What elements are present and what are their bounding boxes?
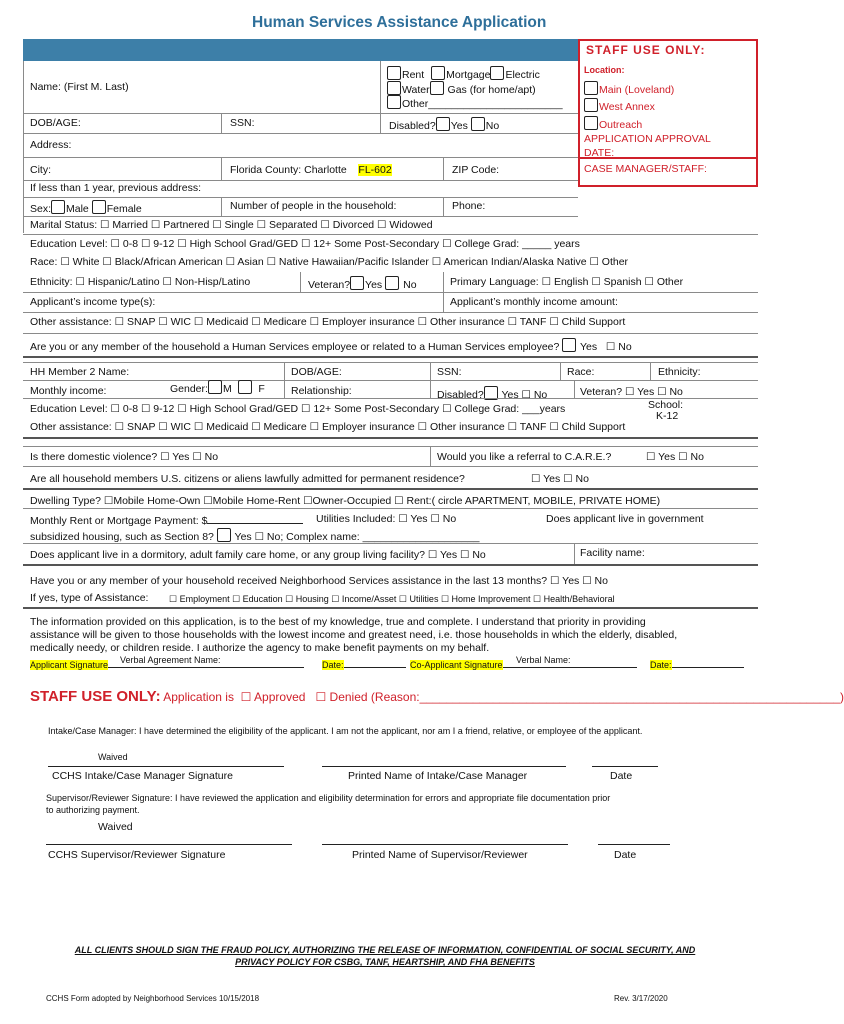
water-checkbox[interactable] [387, 81, 401, 95]
page-title: Human Services Assistance Application [252, 14, 547, 31]
staff-use-section: STAFF USE ONLY: Application is ☐ Approved ☐ Denied (Reason:_______________________________________________________________) [30, 688, 844, 705]
employee-question: Are you or any member of the household a Human Services employee or related to a Human Services employee? Yes ☐ No [30, 338, 632, 353]
ssn-label: SSN: [230, 117, 255, 129]
female-checkbox[interactable] [92, 200, 106, 214]
address-label: Address: [30, 139, 72, 151]
marital-status-row[interactable]: Marital Status: ☐ Married ☐ Partnered ☐ Single ☐ Separated ☐ Divorced ☐ Widowed [30, 219, 433, 231]
approved-option[interactable]: ☐ Approved [240, 690, 306, 704]
intake-statement: Intake/Case Manager: I have determined the eligibility of the applicant. I am not the applicant, nor am I a friend, relative, or employee of the applicant. [48, 726, 643, 736]
other-assistance-row[interactable]: Other assistance: ☐ SNAP ☐ WIC ☐ Medicaid ☐ Medicare ☐ Employer insurance ☐ Other insurance ☐ TANF ☐ Child Support [30, 316, 626, 328]
rent-checkbox[interactable] [387, 66, 401, 80]
hh-school-label: School: [648, 399, 684, 411]
approval-date-label: APPLICATION APPROVAL DATE: [584, 133, 711, 159]
case-manager-label: CASE MANAGER/STAFF: [584, 163, 707, 175]
hh-other-assistance-row[interactable]: Other assistance: ☐ SNAP ☐ WIC ☐ Medicaid ☐ Medicare ☐ Employer insurance ☐ Other insurance ☐ TANF ☐ Child Support [30, 421, 626, 433]
citizens-question: Are all household members U.S. citizens or aliens lawfully admitted for permanent residence? [30, 473, 465, 485]
dormitory-question[interactable]: Does applicant live in a dormitory, adult family care home, or any group living facility? ☐ Yes ☐ No [30, 549, 486, 561]
zip-label: ZIP Code: [452, 164, 500, 176]
hh-race-label: Race: [567, 366, 595, 378]
applicant-signature-row [30, 659, 304, 670]
care-referral-options[interactable]: ☐ Yes ☐ No [646, 451, 704, 463]
rent-payment-input[interactable] [207, 513, 303, 524]
gov-housing-label: Does applicant live in government [546, 513, 704, 525]
hh-k12-label: K-12 [656, 410, 679, 422]
name-label: Name: (First M. Last) [30, 81, 129, 93]
household-count-label: Number of people in the household: [230, 200, 397, 212]
facility-name-label: Facility name: [580, 547, 645, 559]
supervisor-statement-1: Supervisor/Reviewer Signature: I have reviewed the application and eligibility determination for errors and appropriate file documentation prior [46, 793, 611, 803]
citizens-options[interactable]: ☐ Yes ☐ No [531, 473, 589, 485]
location-west-checkbox[interactable] [584, 98, 598, 112]
hh-ssn-label: SSN: [437, 366, 462, 378]
dob-label: DOB/AGE: [30, 117, 81, 129]
fl-code: FL-602 [358, 164, 392, 176]
veteran-yes-checkbox[interactable] [350, 276, 364, 290]
phone-label: Phone: [452, 200, 486, 212]
certification-line-1: The information provided on this application, is to the best of my knowledge, true and complete. I understand that priority in providing [30, 616, 646, 628]
denied-option[interactable]: ☐ Denied (Reason:_______________________________________________________________) [315, 690, 844, 704]
hh-male-checkbox[interactable] [208, 380, 222, 394]
city-label: City: [30, 164, 51, 176]
disabled-field: Disabled? Yes No [389, 117, 499, 132]
form-adopted-note: CCHS Form adopted by Neighborhood Services 10/15/2018 [46, 994, 260, 1003]
supervisor-date-label: Date [614, 849, 637, 861]
utilities-row[interactable]: Utilities Included: ☐ Yes ☐ No [316, 513, 457, 525]
fraud-policy-notice-2: PRIVACY POLICY FOR CSBG, TANF, HEARTSHIP, AND FHA BENEFITS [235, 957, 535, 967]
staff-use-heading: STAFF USE ONLY: [30, 688, 161, 705]
staff-heading: STAFF USE ONLY: [586, 43, 706, 57]
applicant-signature-line[interactable] [108, 659, 304, 668]
hh-disabled-field: Disabled? Yes ☐ No [437, 386, 547, 401]
previous-address-label: If less than 1 year, previous address: [30, 182, 202, 194]
intake-waived: Waived [98, 752, 128, 762]
applicant-signature-label: Applicant Signature [30, 660, 109, 670]
employee-yes-checkbox[interactable] [562, 338, 576, 352]
verbal-name-label: Verbal Name: [516, 655, 571, 665]
supervisor-printed-name-label: Printed Name of Supervisor/Reviewer [352, 849, 528, 861]
neighborhood-services-question[interactable]: Have you or any member of your household received Neighborhood Services assistance in the last 13 months? ☐ Yes ☐ No [30, 575, 608, 587]
intake-date-label: Date [610, 770, 633, 782]
header-band [23, 39, 578, 61]
verbal-agreement-label: Verbal Agreement Name: [120, 655, 221, 665]
hh-name-label: HH Member 2 Name: [30, 366, 130, 378]
gas-checkbox[interactable] [430, 81, 444, 95]
subsidized-row: subsidized housing, such as Section 8? Yes ☐ No; Complex name: ____________________ [30, 528, 479, 543]
subsidized-yes-checkbox[interactable] [217, 528, 231, 542]
staff-location-label: Location: [584, 65, 625, 75]
hh-female-checkbox[interactable] [238, 380, 252, 394]
domestic-violence-row[interactable]: Is there domestic violence? ☐ Yes ☐ No [30, 451, 219, 463]
male-checkbox[interactable] [51, 200, 65, 214]
intake-signature-label: CCHS Intake/Case Manager Signature [52, 770, 233, 782]
location-outreach-checkbox[interactable] [584, 116, 598, 130]
location-outreach: Outreach [584, 116, 642, 131]
revision-note: Rev. 3/17/2020 [614, 994, 668, 1003]
bills-row-2: Water Gas (for home/apt) [387, 81, 536, 96]
fraud-policy-notice-1: ALL CLIENTS SHOULD SIGN THE FRAUD POLICY, AUTHORIZING THE RELEASE OF INFORMATION, CONFIDENTIAL OF SOCIAL SECURITY, AND [74, 945, 696, 955]
hh-ethnicity-label: Ethnicity: [658, 366, 701, 378]
disabled-yes-checkbox[interactable] [436, 117, 450, 131]
sex-field: Sex: Male Female [30, 200, 142, 215]
disabled-no-checkbox[interactable] [471, 117, 485, 131]
language-row[interactable]: Primary Language: ☐ English ☐ Spanish ☐ Other [450, 276, 684, 288]
electric-checkbox[interactable] [490, 66, 504, 80]
certification-line-3: medically needy, or children reside. I authorize the agency to make benefit payments on my behalf. [30, 642, 490, 654]
income-type-label: Applicant’s income type(s): [30, 296, 156, 308]
applicant-date-line[interactable] [344, 659, 406, 668]
hh-relationship-label: Relationship: [291, 385, 352, 397]
county-label: Florida County: Charlotte FL-602 [230, 164, 392, 176]
bills-row-3: Other_______________________ [387, 95, 563, 110]
supervisor-statement-2: to authorizing payment. [46, 805, 140, 815]
ethnicity-row[interactable]: Ethnicity: ☐ Hispanic/Latino ☐ Non-Hisp/Latino [30, 276, 251, 288]
veteran-no-checkbox[interactable] [385, 276, 399, 290]
bills-row-1: Rent Mortgage Electric [387, 66, 540, 81]
mortgage-checkbox[interactable] [431, 66, 445, 80]
assistance-type-options[interactable]: ☐ Employment ☐ Education ☐ Housing ☐ Income/Asset ☐ Utilities ☐ Home Improvement ☐ Health/Behavioral [169, 594, 615, 604]
hh-veteran-row[interactable]: Veteran? ☐ Yes ☐ No [580, 386, 683, 398]
hh-dob-label: DOB/AGE: [291, 366, 342, 378]
certification-line-2: assistance will be given to those households with the lowest income and greatest need, i.e. those households in which the elderly, disabled, [30, 629, 678, 641]
location-west-annex: West Annex [584, 98, 655, 113]
intake-printed-name-label: Printed Name of Intake/Case Manager [348, 770, 528, 782]
location-main-checkbox[interactable] [584, 81, 598, 95]
care-referral-label: Would you like a referral to C.A.R.E.? [437, 451, 612, 463]
education-row[interactable]: Education Level: ☐ 0-8 ☐ 9-12 ☐ High School Grad/GED ☐ 12+ Some Post-Secondary ☐ College Grad: _____ years [30, 238, 580, 250]
assistance-type-label: If yes, type of Assistance: [30, 592, 149, 604]
monthly-income-label: Applicant’s monthly income amount: [450, 296, 618, 308]
other-bill-checkbox[interactable] [387, 95, 401, 109]
employee-no-option[interactable]: ☐ No [605, 341, 632, 353]
hh-gender-field: Gender: M F [170, 380, 265, 395]
hh-income-label: Monthly income: [30, 385, 107, 397]
supervisor-signature-label: CCHS Supervisor/Reviewer Signature [48, 849, 226, 861]
coapplicant-signature-label: Co-Applicant Signature [410, 660, 503, 670]
dwelling-type-row[interactable]: Dwelling Type? ☐Mobile Home-Own ☐Mobile Home-Rent ☐Owner-Occupied ☐ Rent:( circle APARTMENT, MOBILE, PRIVATE HOME) [30, 495, 661, 507]
coapplicant-date: Date: [650, 659, 744, 670]
hh-education-row[interactable]: Education Level: ☐ 0-8 ☐ 9-12 ☐ High School Grad/GED ☐ 12+ Some Post-Secondary ☐ College Grad: ___years [30, 403, 566, 415]
race-row[interactable]: Race: ☐ White ☐ Black/African American ☐ Asian ☐ Native Hawaiian/Pacific Islander ☐ American Indian/Alaska Native ☐ Other [30, 256, 629, 268]
rent-payment-row: Monthly Rent or Mortgage Payment: $ [30, 513, 303, 527]
location-main: Main (Loveland) [584, 81, 674, 96]
veteran-field: Veteran? Yes No [308, 276, 417, 291]
coapplicant-date-line[interactable] [672, 659, 744, 668]
supervisor-waived: Waived [98, 821, 133, 833]
applicant-date: Date: [322, 659, 406, 670]
